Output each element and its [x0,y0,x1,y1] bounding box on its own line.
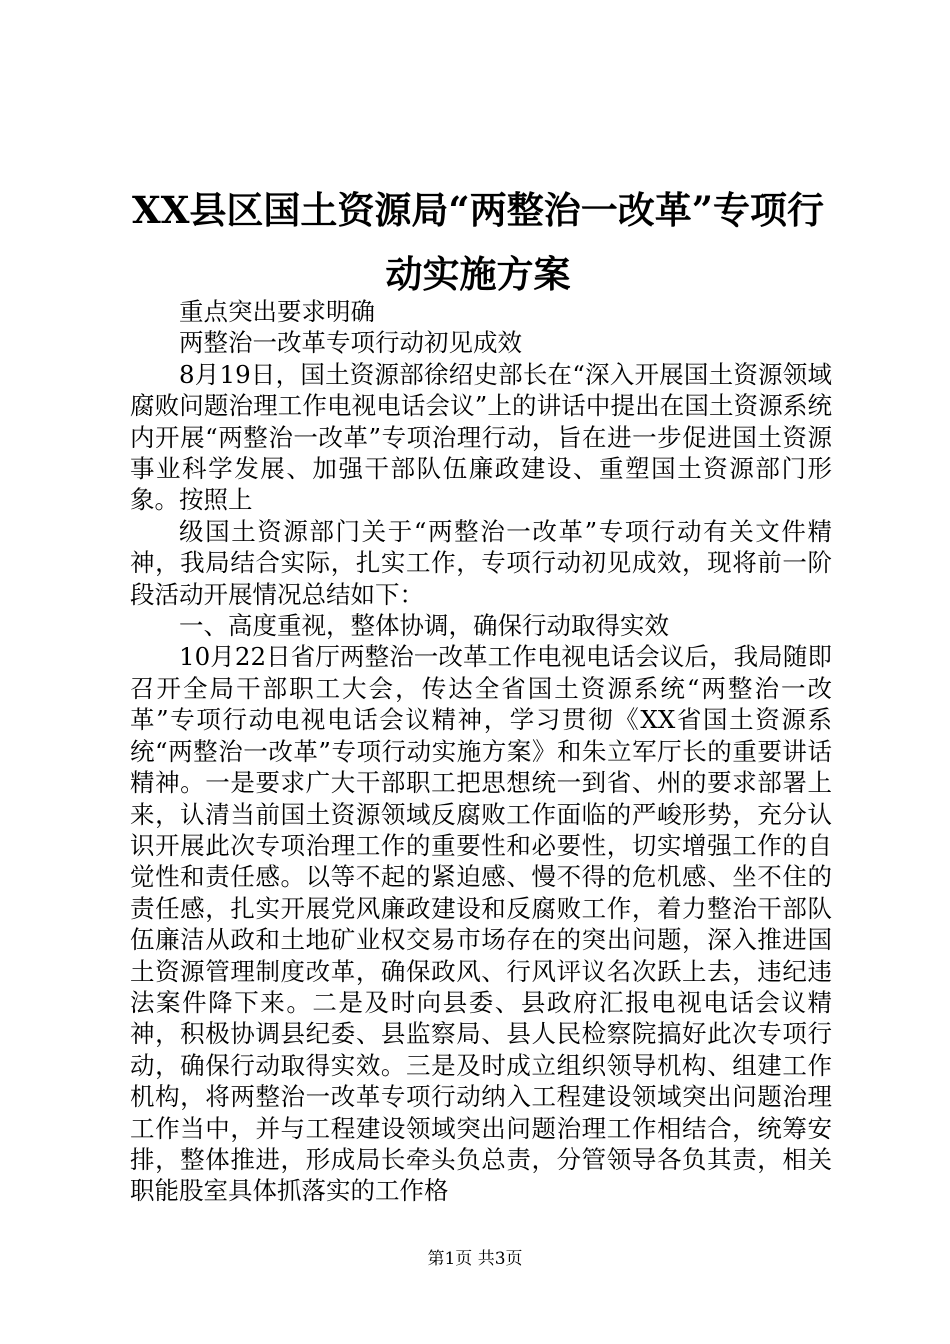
paragraph-intro-continued: 级国土资源部门关于“两整治一改革”专项行动有关文件精神，我局结合实际，扎实工作，专项行动初见成效，现将前一阶段活动开展情况总结如下： [130,516,832,609]
section-heading-1: 一、高度重视，整体协调，确保行动取得实效 [179,611,669,641]
paragraph-section-1-body: 10月22日省厅两整治一改革工作电视电话会议后，我局随即召开全局干部职工大会，传达全省国土资源系统“两整治一改革”专项行动电视电话会议精神，学习贯彻《XX省国土资源系统“两整治一改革”专项行动实施方案》和朱立军厅长的重要讲话精神。一是要求广大干部职工把思想统一到省、州的要求部署上来，认清当前国土资源领域反腐败工作面临的严峻形势，充分认识开展此次专项治理工作的重要性和必要性，切实增强工作的自觉性和责任感。以等不起的紧迫感、慢不得的危机感、坐不住的责任感，扎实开展党风廉政建设和反腐败工作，着力整治干部队伍廉洁从政和土地矿业权交易市场存在的突出问题，深入推进国土资源管理制度改革，确保政风、行风评议名次跃上去，违纪违法案件降下来。二是及时向县委、县政府汇报电视电话会议精神，积极协调县纪委、县监察局、县人民检察院搞好此次专项行动，确保行动取得实效。三是及时成立组织领导机构、组建工作机构，将两整治一改革专项行动纳入工程建设领域突出问题治理工作当中，并与工程建设领域突出问题治理工作相结合，统筹安排，整体推进，形成局长牵头负总责，分管领导各负其责，相关职能股室具体抓落实的工作格 [130,642,832,1206]
paragraph-subtitle-1: 重点突出要求明确 [179,297,375,326]
document-body [130,296,832,1207]
paragraph-subtitle-2: 两整治一改革专项行动初见成效 [179,328,522,358]
paragraph-intro: 8月19日，国土资源部徐绍史部长在“深入开展国土资源领域腐败问题治理工作电视电话会议”上的讲话中提出在国土资源系统内开展“两整治一改革”专项治理行动，旨在进一步促进国土资源事业科学发展、加强干部队伍廉政建设、重塑国土资源部门形象。按照上 [130,359,832,515]
document-title: XX县区国土资源局“两整治一改革”专项行动实施方案 [132,188,824,296]
page-number-footer: 第1页 共3页 [427,1249,523,1269]
